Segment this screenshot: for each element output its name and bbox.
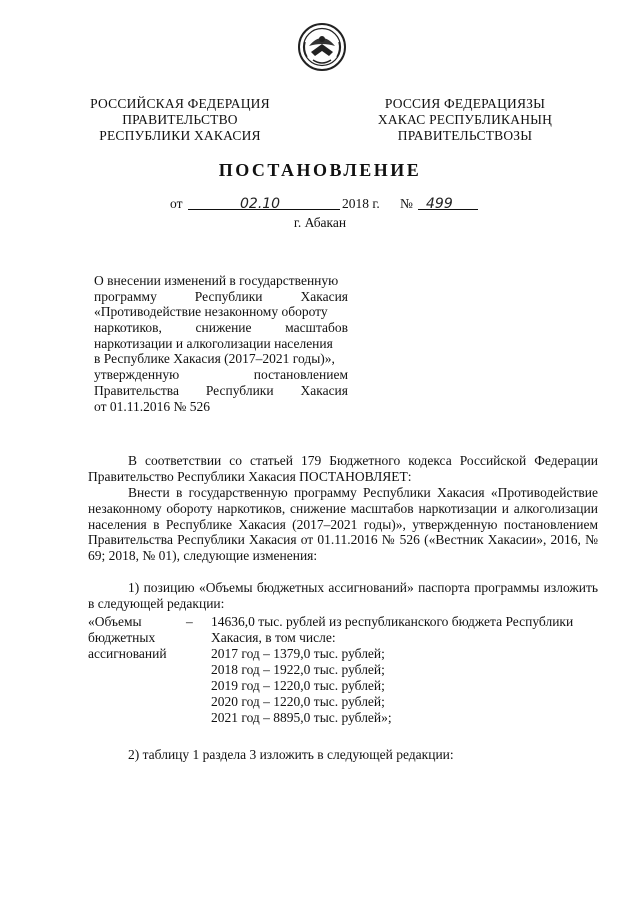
budget-value-line: 2019 год – 1220,0 тыс. рублей; — [211, 678, 385, 693]
header-right-line: РОССИЯ ФЕДЕРАЦИЯЗЫ — [384, 96, 546, 111]
subject-block — [94, 273, 348, 414]
header-right-line: ХАКАС РЕСПУБЛИКАНЫҢ — [377, 112, 553, 127]
budget-label-line: ассигнований — [88, 646, 167, 661]
subject-line: от 01.11.2016 № 526 — [94, 398, 210, 414]
budget-dash: – — [186, 614, 193, 629]
budget-value-line: 2017 год – 1379,0 тыс. рублей; — [211, 646, 385, 661]
header-left — [70, 96, 290, 144]
subject-line: в Республике Хакасия (2017–2021 годы)», — [94, 351, 335, 367]
city: г. Абакан — [293, 215, 347, 230]
subject-line: Правительства Республики Хакасия — [94, 382, 348, 398]
subject-line: наркотиков, снижение масштабов — [94, 320, 348, 336]
date-year: 2018 г. — [342, 196, 380, 211]
subject-line: О внесении изменений в государственную — [94, 273, 339, 288]
number-sign: № — [400, 196, 413, 211]
budget-value-line: 2020 год – 1220,0 тыс. рублей; — [211, 694, 385, 709]
header-left-line: РЕСПУБЛИКИ ХАКАСИЯ — [99, 128, 261, 143]
header-right — [352, 96, 578, 144]
subject-line: утвержденную постановлением — [94, 367, 348, 383]
coat-of-arms-emblem — [297, 22, 347, 72]
budget-value-line: 2018 год – 1922,0 тыс. рублей; — [211, 662, 385, 677]
date-prefix: от — [170, 196, 183, 211]
budget-label-line: «Объемы — [88, 614, 142, 629]
paragraph-decision: Внести в государственную программу Республики Хакасия «Противодействие незаконному обороту наркотиков, снижение масштабов наркотизации и алкоголизации населения в Республике Хакасия (2017–2021 годы)», утвержденную постановлением Правительства Республики Хакасия от 01.11.2016 № 526 («Вестник Хакасии», 2016, № 69; 2018, № 01), следующие изменения: — [88, 485, 598, 564]
subject-line: «Противодействие незаконному обороту — [94, 304, 328, 320]
paragraph-item-1: 1) позицию «Объемы бюджетных ассигнований» паспорта программы изложить в следующей редакции: — [88, 580, 598, 611]
budget-allocations-block — [88, 614, 608, 729]
handwritten-date: 02.10 — [240, 196, 281, 212]
budget-value-line: Хакасия, в том числе: — [211, 630, 336, 645]
header-left-line: РОССИЙСКАЯ ФЕДЕРАЦИЯ — [90, 96, 270, 111]
document-title: ПОСТАНОВЛЕНИЕ — [218, 160, 422, 180]
subject-line: наркотизации и алкоголизации населения — [94, 335, 333, 351]
subject-line: программу Республики Хакасия — [94, 288, 348, 304]
header-right-line: ПРАВИТЕЛЬСТВОЗЫ — [397, 128, 533, 143]
paragraph-preamble: В соответствии со статьей 179 Бюджетного кодекса Российской Федерации Правительство Республики Хакасия ПОСТАНОВЛЯЕТ: — [88, 453, 598, 484]
handwritten-number: 499 — [426, 196, 453, 212]
budget-value-line: 2021 год – 8895,0 тыс. рублей»; — [211, 710, 392, 725]
budget-value-line: 14636,0 тыс. рублей из республиканского бюджета Республики — [211, 614, 574, 629]
paragraph-item-2: 2) таблицу 1 раздела 3 изложить в следующей редакции: — [128, 747, 454, 762]
coat-of-arms-icon — [297, 22, 347, 72]
header-left-line: ПРАВИТЕЛЬСТВО — [122, 112, 238, 127]
budget-label-line: бюджетных — [88, 630, 156, 645]
